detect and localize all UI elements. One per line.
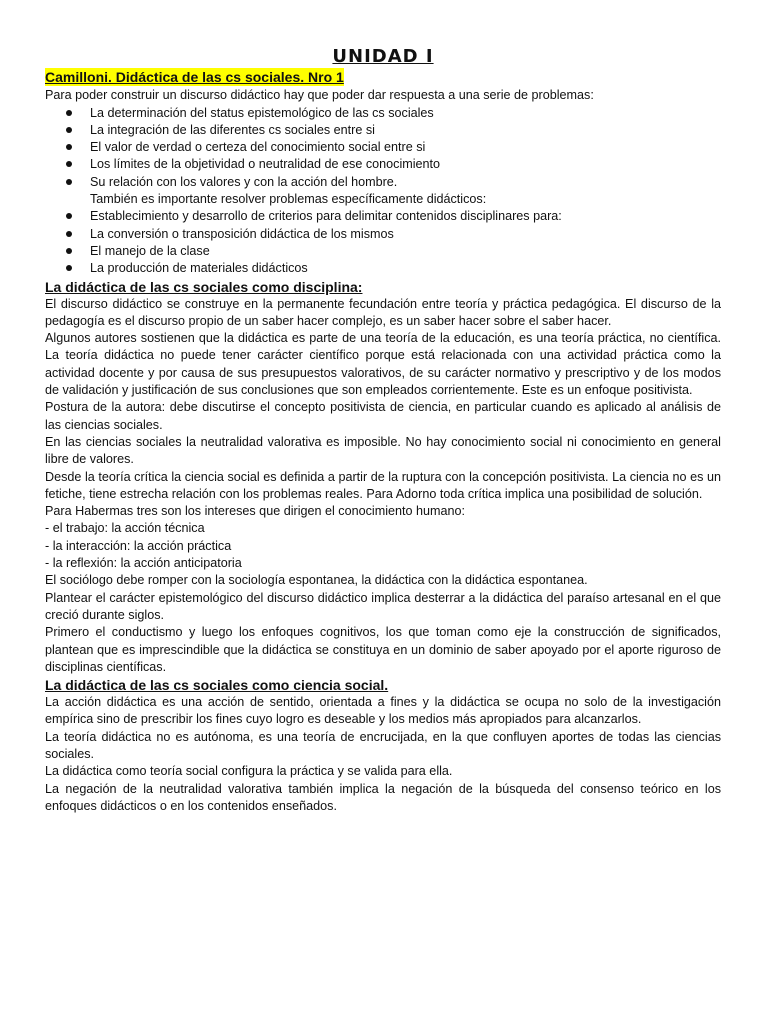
bullet-icon — [66, 265, 72, 271]
bullet-icon — [66, 179, 72, 185]
paragraph: El sociólogo debe romper con la sociología espontanea, la didáctica con la didáctica espontanea. — [45, 573, 588, 588]
list-item-text: La determinación del status epistemológico de las cs sociales — [90, 105, 434, 120]
list-item-text: Los límites de la objetividad o neutralidad de ese conocimiento — [90, 157, 441, 172]
didactic-problems-list — [45, 208, 721, 277]
intro-paragraph: Para poder construir un discurso didáctico hay que poder dar respuesta a una serie de problemas: — [45, 88, 594, 103]
page-title: UNIDAD I — [332, 46, 434, 67]
list-item-text: El manejo de la clase — [90, 243, 210, 258]
bullet-icon — [66, 231, 72, 237]
dash-item: - la reflexión: la acción anticipatoria — [45, 556, 242, 571]
paragraph: En las ciencias sociales la neutralidad valorativa es imposible. No hay conocimiento social ni conocimiento en general libre de valores. — [45, 434, 721, 467]
bullet-icon — [66, 110, 72, 116]
list-item-text: La producción de materiales didácticos — [90, 261, 308, 276]
bullet-icon — [66, 127, 72, 133]
paragraph: La negación de la neutralidad valorativa también implica la negación de la búsqueda del consenso teórico en los enfoques didácticos o en los contenidos enseñados. — [45, 781, 721, 813]
list-item — [45, 105, 721, 122]
list-item-text: Establecimiento y desarrollo de criterios para delimitar contenidos disciplinares para: — [90, 209, 562, 224]
list-item-text: La conversión o transposición didáctica de los mismos — [90, 226, 394, 241]
list-item — [45, 208, 721, 225]
bullet-icon — [66, 144, 72, 150]
section-heading-disciplina: La didáctica de las cs sociales como disciplina: — [45, 278, 363, 295]
highlighted-subtitle: Camilloni. Didáctica de las cs sociales. Nro 1 — [45, 69, 344, 85]
list-item — [45, 243, 721, 260]
dash-item: - la interacción: la acción práctica — [45, 538, 232, 553]
paragraph: La acción didáctica es una acción de sentido, orientada a fines y la didáctica se ocupa no solo de la investigación empírica sino de prescribir los fines cuyo logro es deseable y los medios más apropiados para alcanzarlos. — [45, 695, 721, 727]
list-item — [45, 174, 721, 191]
paragraph: Postura de la autora: debe discutirse el concepto positivista de ciencia, en particular cuando es aplicado al análisis de las ciencias sociales. — [45, 400, 721, 432]
bullet-icon — [66, 213, 72, 219]
paragraph: La teoría didáctica no es autónoma, es una teoría de encrucijada, en la que confluyen aportes de todas las ciencias sociales. — [45, 729, 721, 761]
problems-list — [45, 105, 721, 191]
list-note: También es importante resolver problemas específicamente didácticos: — [90, 192, 487, 207]
paragraph: La didáctica como teoría social configura la práctica y se valida para ella. — [45, 764, 453, 779]
list-item — [45, 260, 721, 277]
paragraph: Primero el conductismo y luego los enfoques cognitivos, los que toman como eje la construcción de significados, plantean que es imprescindible que la didáctica se constituya en un dominio de saber apoyado por el aporte riguroso de disciplinas científicas. — [45, 625, 721, 674]
paragraph: El discurso didáctico se construye en la permanente fecundación entre teoría y práctica pedagógica. El discurso de la pedagogía es el discurso propio de un saber hacer complejo, es un saber hacer sobre el saber hacer. — [45, 296, 721, 328]
list-item — [45, 156, 721, 173]
list-item-text: Su relación con los valores y con la acción del hombre. — [90, 174, 398, 189]
section-heading-ciencia-social: La didáctica de las cs sociales como ciencia social. — [45, 677, 389, 694]
bullet-icon — [66, 248, 72, 254]
list-item — [45, 226, 721, 243]
list-item-text: El valor de verdad o certeza del conocimiento social entre si — [90, 140, 426, 155]
list-item — [45, 139, 721, 156]
bullet-icon — [66, 161, 72, 167]
paragraph: Para Habermas tres son los intereses que dirigen el conocimiento humano: — [45, 504, 466, 519]
paragraph: Algunos autores sostienen que la didáctica es parte de una teoría de la educación, es una teoría práctica, no científica. La teoría didáctica no puede tener carácter científico porque está relacionada con una actividad práctica como la actividad docente y por causa de sus presupuestos valorativos, de su carácter normativo y prescriptivo y de los modos de validación y justificación de sus conclusiones que son empleados corrientemente. Este es un enfoque positivista. — [45, 331, 721, 398]
paragraph: Plantear el carácter epistemológico del discurso didáctico implica desterrar a la didáctica del paraíso artesanal en el que creció durante siglos. — [45, 590, 721, 622]
document-content — [45, 46, 721, 815]
subtitle-line — [45, 68, 721, 87]
paragraph: Desde la teoría crítica la ciencia social es definida a partir de la ruptura con la concepción positivista. La ciencia no es un fetiche, tiene estrecha relación con los problemas reales. Para Adorno toda crítica implica una posibilidad de solución. — [45, 469, 721, 501]
list-item — [45, 122, 721, 139]
list-item-text: La integración de las diferentes cs sociales entre si — [90, 122, 375, 137]
dash-item: - el trabajo: la acción técnica — [45, 521, 205, 536]
